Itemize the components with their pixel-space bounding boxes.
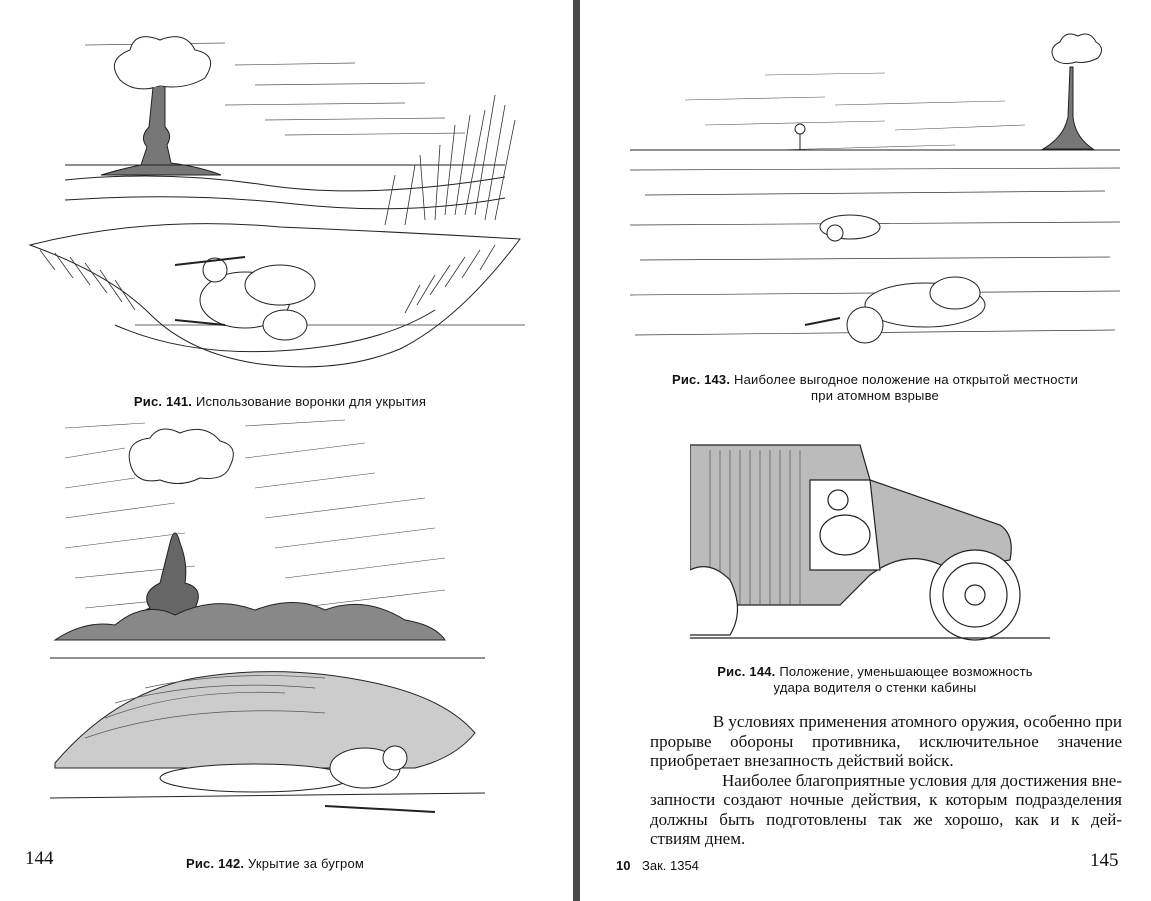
paragraph-1-line-2: прорыве обороны противника, исключительное значение	[650, 731, 1122, 751]
figure-143-label: Рис. 143.	[671, 372, 731, 387]
body-text	[650, 712, 1122, 849]
figure-141-text: Использование воронки для укрытия	[195, 394, 427, 409]
left-page	[0, 0, 573, 901]
figure-143-caption	[640, 372, 1110, 404]
paragraph-1	[650, 712, 1122, 771]
figure-141-label: Рис. 141.	[133, 394, 193, 409]
figure-144-caption-line1	[640, 664, 1110, 680]
mound-shelter-drawing	[45, 418, 495, 838]
paragraph-1-line-3: приобретает внезапность действий войск.	[650, 751, 954, 770]
paragraph-2-line-2: запности создают ночные действия, к которым подразделения	[650, 790, 1122, 809]
figure-142-caption	[130, 856, 420, 872]
figure-144-label: Рис. 144.	[717, 664, 776, 679]
order-number: Зак. 1354	[642, 858, 699, 873]
figure-142-text: Укрытие за бугром	[248, 856, 365, 871]
paragraph-2	[650, 771, 1122, 849]
truck-driver-drawing	[690, 440, 1050, 650]
open-terrain-drawing	[625, 25, 1125, 370]
figure-144-caption	[640, 664, 1110, 696]
figure-144-text-line2: удара водителя о стенки кабины	[773, 680, 977, 695]
figure-142-illustration	[45, 418, 495, 838]
figure-144-illustration	[690, 440, 1050, 650]
figure-144-text-line1: Положение, уменьшающее возможность	[779, 664, 1033, 679]
figure-143-caption-line1	[640, 372, 1110, 388]
figure-141-caption	[60, 394, 500, 410]
right-page-number: 145	[1090, 850, 1119, 871]
figure-143-text-line2: при атомном взрыве	[811, 388, 939, 403]
paragraph-2-line-3: должны быть подготовлены так же хорошо, как и к дей-	[650, 809, 1122, 829]
right-page	[580, 0, 1151, 901]
paragraph-2-line-1: Наиболее благоприятные условия для достижения вне-	[722, 770, 1122, 790]
figure-142-label: Рис. 142.	[185, 856, 245, 871]
signature-number: 10	[616, 858, 631, 873]
figure-143-illustration	[625, 25, 1125, 370]
paragraph-1-line-1: В условиях применения атомного оружия, особенно при	[712, 712, 1122, 731]
paragraph-2-line-4: ствиям днем.	[650, 829, 746, 848]
book-spine	[573, 0, 580, 901]
crater-shelter-drawing	[25, 25, 525, 385]
left-page-number: 144	[25, 848, 54, 869]
figure-141-illustration	[25, 25, 525, 385]
figure-143-text-line1: Наиболее выгодное положение на открытой местности	[733, 372, 1079, 387]
